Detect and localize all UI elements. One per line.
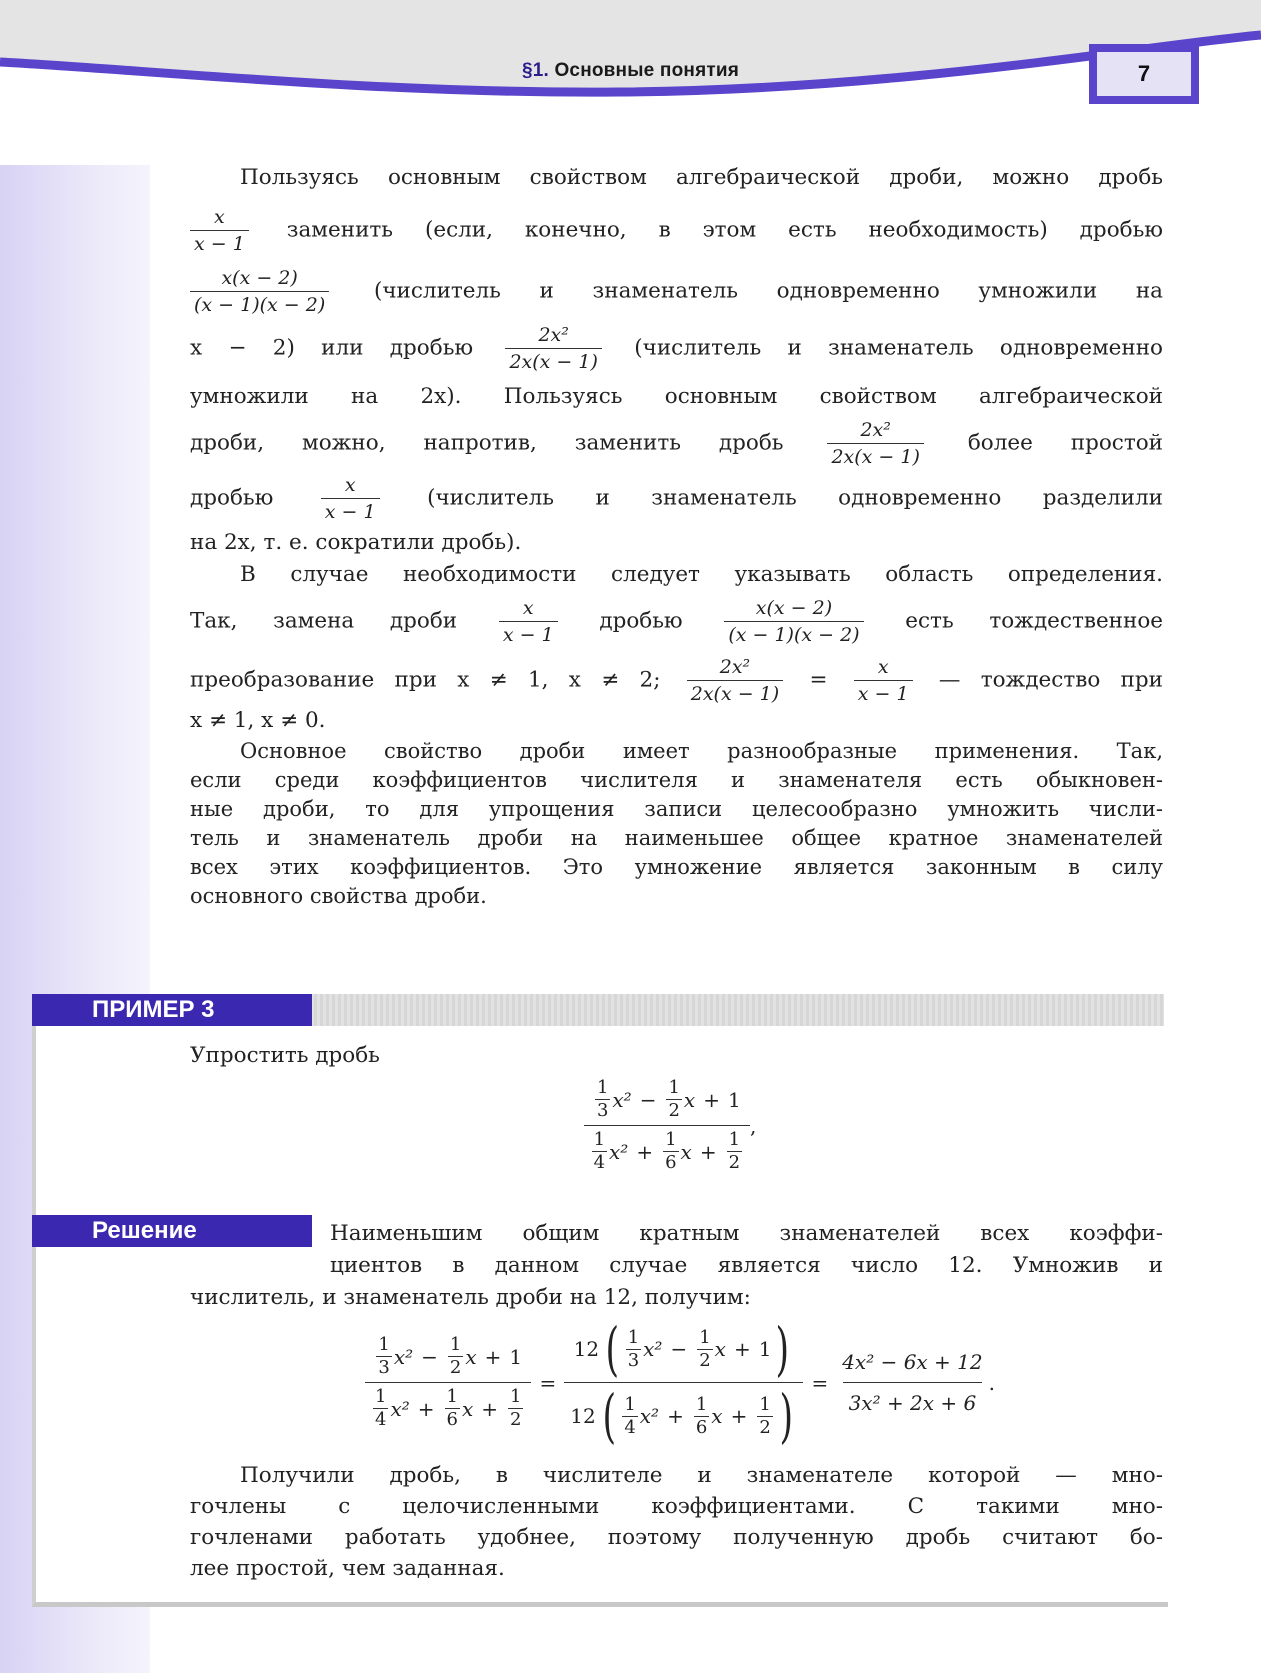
- multiplied-fraction: 12 ( 1 3 x² − $\frac{1}{2}$ x + 1 ) 12 ( 1 4 x² + $\frac{1}{6}$ x + $\frac{1}{2}$ ): [564, 1320, 803, 1445]
- text-line: циентов в данном случае является число 12. Умножив и: [330, 1253, 1163, 1278]
- text-line: лее простой, чем заданная.: [190, 1556, 505, 1581]
- property-paragraph: [190, 737, 1163, 911]
- text-line: x ≠ 1, x ≠ 0.: [190, 708, 326, 733]
- fraction-expanded: $\frac{x(x - 2)}{(x - 1)(x - 2)}$: [724, 597, 863, 646]
- text-line: $\frac{x(x - 2)}{(x - 1)(x - 2)}$ (числитель и знаменатель одновременно умножили на: [190, 267, 1163, 316]
- text-line: Основное свойство дроби имеет разнообразные применения. Так,: [240, 739, 1163, 763]
- task-numerator: 1 3 x² − $\frac{1}{2}$ x + 1: [596, 1077, 741, 1121]
- fraction-x-over-x-1: $\frac{x}{x - 1}$: [190, 206, 249, 255]
- text-line: Получили дробь, в числителе и знаменателе которой — мно-: [240, 1463, 1163, 1488]
- text-line: ные дроби, то для упрощения записи целесообразно умножить числи-: [190, 797, 1163, 821]
- fraction-expanded: $\frac{x(x - 2)}{(x - 1)(x - 2)}$: [190, 267, 329, 316]
- text-line: на 2x, т. е. сократили дробь).: [190, 530, 522, 555]
- section-title: Основные понятия: [554, 60, 740, 81]
- solution-tag: Решение: [32, 1215, 312, 1247]
- example-tag: ПРИМЕР 3: [32, 994, 312, 1026]
- text-line: x − 2) или дробью $\frac{\text{2x²}}{2x(x - 1)}$ (числитель и знаменатель одновременно: [190, 324, 1163, 373]
- text-line: Наименьшим общим кратным знаменателей всех коэффи-: [330, 1221, 1163, 1246]
- result-fraction: $\frac{\text{4x² − 6x + 12}}{\text{3x² + 2x + 6}}$: [836, 1346, 988, 1419]
- text-line: основного свойства дроби.: [190, 884, 487, 908]
- fraction-2x2: $\frac{\text{2x²}}{2x(x - 1)}$: [827, 419, 923, 468]
- text-line: дробью $\frac{x}{x - 1}$ (числитель и знаменатель одновременно разделили: [190, 474, 1163, 523]
- example-task: Упростить дробь: [190, 1043, 380, 1068]
- main-text: [190, 162, 1163, 911]
- fraction-2x2: $\frac{\text{2x²}}{2x(x - 1)}$: [687, 656, 783, 705]
- equals-sign: =: [811, 1370, 829, 1395]
- text-line: преобразование при x ≠ 1, x ≠ 2; $\frac{\text{2x²}}{2x(x - 1)}$ = $\frac{x}{x - 1}$ — тождество при: [190, 656, 1163, 705]
- fraction-x-over-x-1: $\frac{x}{x - 1}$: [854, 656, 913, 705]
- text-line: дроби, можно, напротив, заменить дробь $\frac{\text{2x²}}{2x(x - 1)}$ более простой: [190, 419, 1163, 468]
- fraction-x-over-x-1: $\frac{x}{x - 1}$: [499, 597, 558, 646]
- text-line: числитель, и знаменатель дроби на 12, получим:: [190, 1285, 751, 1310]
- conclusion-paragraph: [190, 1460, 1163, 1584]
- running-head: [0, 60, 1261, 82]
- solution-intro: [330, 1218, 1163, 1282]
- text-line: тель и знаменатель дроби на наименьшее общее кратное знаменателей: [190, 826, 1163, 850]
- text-line: гочлены с целочисленными коэффициентами. С такими мно-: [190, 1494, 1163, 1519]
- solution-equation: 1 3 x² − $\frac{1}{2}$ x + 1 1 4 x² + $\frac{1}{6}$ x + $\frac{1}{2}$ = 12 ( 1 3 x² − $\frac{1}{2}$ x + 1 ) 12 ( 1 4 x² + $\frac{1}{6}$ x + $\frac{1}{2}$ ) = $\frac{\text{4x² − 6x + 12}}{\text{3x² + 2x + 6}}$ .: [330, 1320, 1030, 1445]
- text-line: В случае необходимости следует указывать область определения.: [240, 562, 1163, 587]
- section-number: §1.: [521, 60, 549, 81]
- intro-paragraph: [190, 162, 1163, 559]
- text-line: Пользуясь основным свойством алгебраической дроби, можно дробь: [240, 165, 1163, 190]
- domain-paragraph: [190, 559, 1163, 737]
- header-banner: [0, 0, 1261, 110]
- example-fraction: 1 3 x² − $\frac{1}{2}$ x + 1 1 4 x² + $\frac{1}{6}$ x + $\frac{1}{2}$ ,: [540, 1078, 800, 1173]
- task-fraction: [584, 1078, 750, 1173]
- task-denominator: 1 4 x² + $\frac{1}{6}$ x + $\frac{1}{2}$: [584, 1125, 750, 1173]
- text-line: всех этих коэффициентов. Это умножение является законным в силу: [190, 855, 1163, 879]
- text-line: если среди коэффициентов числителя и знаменателя есть обыкновен-: [190, 768, 1163, 792]
- equals-sign: =: [539, 1370, 557, 1395]
- text-line: $\frac{x}{x - 1}$ заменить (если, конечно, в этом есть необходимость) дробью: [190, 206, 1163, 255]
- text-line: умножили на 2x). Пользуясь основным свойством алгебраической: [190, 384, 1163, 409]
- text-line: Так, замена дроби $\frac{x}{x - 1}$ дробью $\frac{x(x - 2)}{(x - 1)(x - 2)}$ есть тождественное: [190, 597, 1163, 646]
- fraction-x-over-x-1: $\frac{x}{x - 1}$: [321, 474, 380, 523]
- original-fraction: 1 3 x² − $\frac{1}{2}$ x + 1 1 4 x² + $\frac{1}{6}$ x + $\frac{1}{2}$: [365, 1335, 531, 1430]
- text-line: гочленами работать удобнее, поэтому полученную дробь считают бо-: [190, 1525, 1163, 1550]
- page-number: 7: [1089, 44, 1199, 104]
- fraction-2x2: $\frac{\text{2x²}}{2x(x - 1)}$: [505, 324, 601, 373]
